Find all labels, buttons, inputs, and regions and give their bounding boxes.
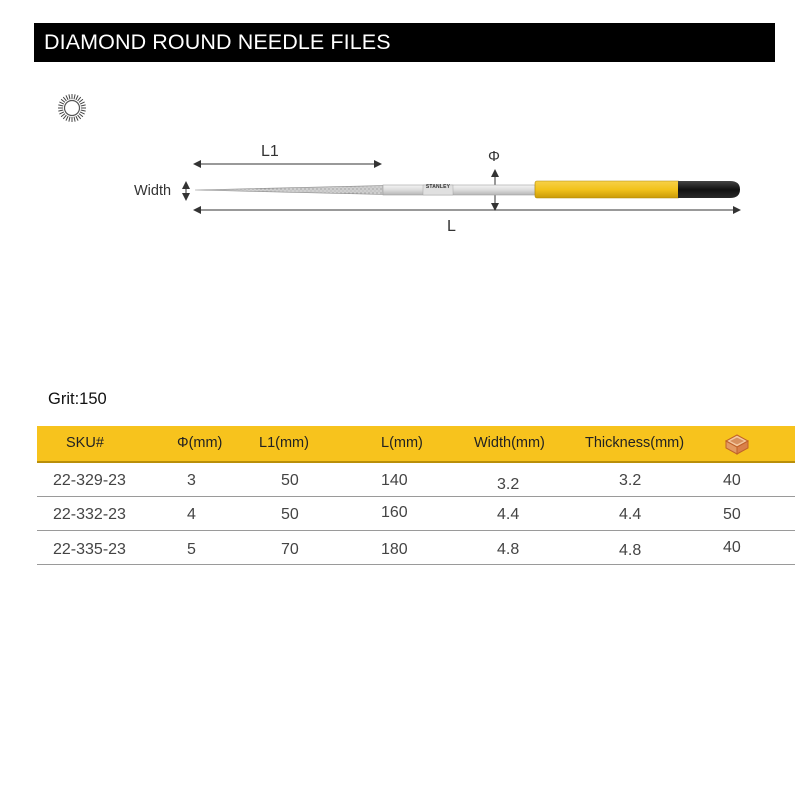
file-end-cap [678, 181, 740, 198]
page-title: DIAMOND ROUND NEEDLE FILES [34, 23, 775, 62]
file-handle [535, 181, 680, 198]
col-sku: SKU# [66, 435, 104, 451]
cell-qty: 40 [723, 472, 741, 489]
box-icon [723, 432, 751, 456]
cell-l: 180 [381, 541, 408, 558]
file-diagram [0, 0, 800, 260]
col-diameter: Φ(mm) [177, 435, 223, 451]
grit-label: Grit:150 [48, 390, 107, 408]
col-l1: L1(mm) [259, 435, 309, 451]
table-row [37, 463, 795, 497]
col-l: L(mm) [381, 435, 423, 451]
cell-sku: 22-332-23 [53, 506, 126, 523]
cell-l1: 70 [281, 541, 299, 558]
phi-label: Φ [488, 148, 500, 165]
cell-width: 4.4 [497, 506, 520, 523]
cell-diameter: 3 [187, 472, 196, 489]
cell-l1: 50 [281, 506, 299, 523]
l1-label: L1 [261, 143, 279, 160]
col-width: Width(mm) [474, 435, 545, 451]
table-row [37, 531, 795, 565]
file-shaft [383, 185, 535, 195]
l-label: L [447, 218, 456, 235]
col-thickness: Thickness(mm) [585, 435, 685, 451]
cell-qty: 40 [723, 539, 741, 556]
cell-l: 140 [381, 472, 408, 489]
cell-diameter: 4 [187, 506, 196, 523]
file-tip [195, 186, 383, 195]
cell-l1: 50 [281, 472, 299, 489]
width-label: Width [134, 183, 172, 199]
cell-thickness: 4.4 [619, 506, 642, 523]
cell-diameter: 5 [187, 541, 196, 558]
table-header [37, 426, 795, 463]
cell-qty: 50 [723, 506, 741, 523]
cell-thickness: 3.2 [619, 472, 642, 489]
cell-width: 3.2 [497, 476, 520, 493]
cell-sku: 22-335-23 [53, 541, 126, 558]
cell-width: 4.8 [497, 541, 520, 558]
cell-l: 160 [381, 504, 408, 521]
spec-table [37, 426, 795, 565]
table-row [37, 497, 795, 531]
cell-sku: 22-329-23 [53, 472, 126, 489]
brand-label: STANLEY [425, 184, 451, 190]
cell-thickness: 4.8 [619, 542, 642, 559]
